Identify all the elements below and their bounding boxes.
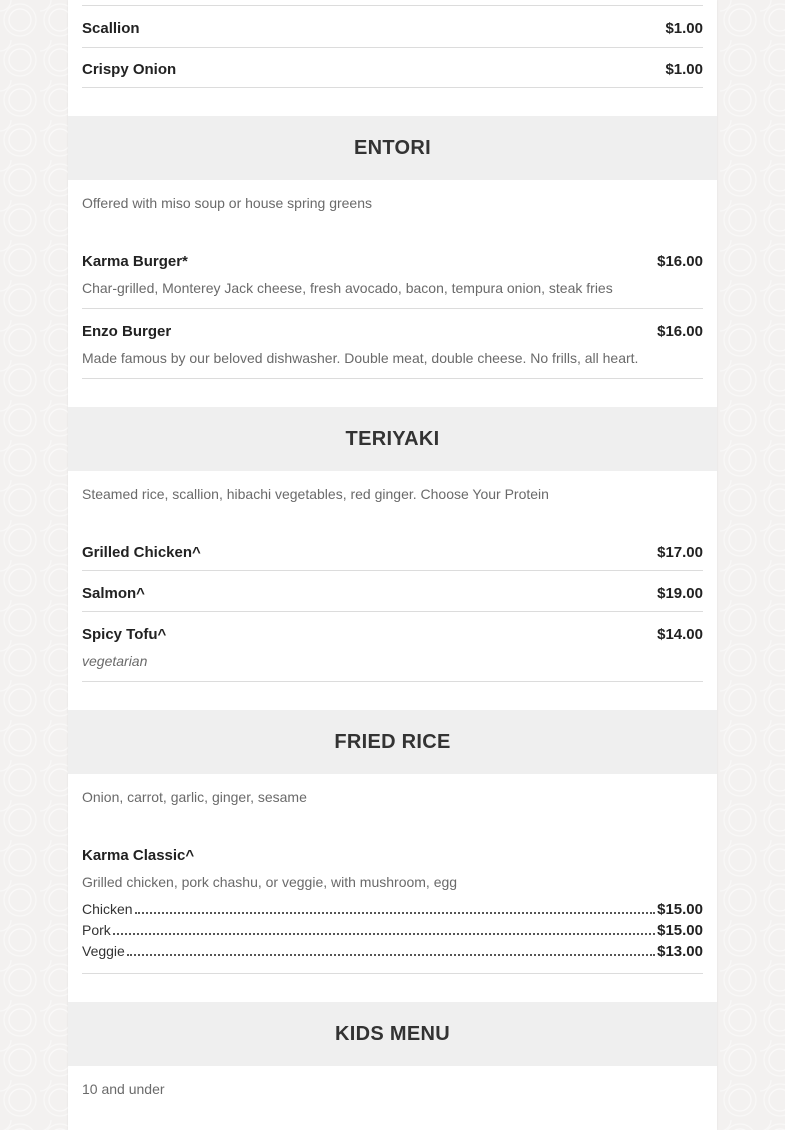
item-description: Char-grilled, Monterey Jack cheese, fresh avocado, bacon, tempura onion, steak fries xyxy=(82,280,613,296)
item-name: Grilled Chicken^ xyxy=(82,544,201,561)
item-price: $14.00 xyxy=(657,626,703,643)
section-header-entori: ENTORI xyxy=(68,116,717,180)
price-option xyxy=(82,901,703,921)
menu-item xyxy=(82,240,703,309)
item-name: Karma Classic^ xyxy=(82,847,195,864)
price-option xyxy=(82,922,703,942)
dot-leader xyxy=(113,932,655,935)
item-name: Scallion xyxy=(82,20,140,37)
section-intro: Offered with miso soup or house spring greens xyxy=(82,195,373,211)
item-description: vegetarian xyxy=(82,653,148,669)
item-price: $1.00 xyxy=(665,20,703,37)
item-price: $1.00 xyxy=(665,61,703,78)
option-label: Chicken xyxy=(82,901,133,917)
item-price: $16.00 xyxy=(657,253,703,270)
item-description: Grilled chicken, pork chashu, or veggie, with mushroom, egg xyxy=(82,874,458,890)
item-name: Spicy Tofu^ xyxy=(82,626,167,643)
menu-item xyxy=(82,571,703,612)
item-name: Karma Burger* xyxy=(82,253,188,270)
option-label: Pork xyxy=(82,922,111,938)
option-label: Veggie xyxy=(82,943,125,959)
option-price: $15.00 xyxy=(657,922,703,939)
menu-item xyxy=(82,47,703,88)
item-name: Enzo Burger xyxy=(82,323,172,340)
dot-leader xyxy=(127,953,655,956)
dot-leader xyxy=(135,911,656,914)
section-header-teriyaki: TERIYAKI xyxy=(68,407,717,471)
item-price: $17.00 xyxy=(657,544,703,561)
item-price: $16.00 xyxy=(657,323,703,340)
menu-item xyxy=(82,309,703,379)
menu-item xyxy=(82,531,703,571)
section-header-kids-menu: KIDS MENU xyxy=(68,1002,717,1066)
menu-item xyxy=(82,6,703,48)
price-option xyxy=(82,943,703,963)
option-price: $15.00 xyxy=(657,901,703,918)
item-name: Crispy Onion xyxy=(82,61,177,78)
item-description: Made famous by our beloved dishwasher. Double meat, double cheese. No frills, all heart. xyxy=(82,350,639,366)
section-intro: 10 and under xyxy=(82,1081,165,1097)
menu-item xyxy=(82,612,703,682)
section-intro: Onion, carrot, garlic, ginger, sesame xyxy=(82,789,307,805)
option-price: $13.00 xyxy=(657,943,703,960)
section-intro: Steamed rice, scallion, hibachi vegetables, red ginger. Choose Your Protein xyxy=(82,486,549,502)
section-header-fried-rice: FRIED RICE xyxy=(68,710,717,774)
item-price: $19.00 xyxy=(657,585,703,602)
item-name: Salmon^ xyxy=(82,585,145,602)
menu-card xyxy=(68,0,717,1130)
